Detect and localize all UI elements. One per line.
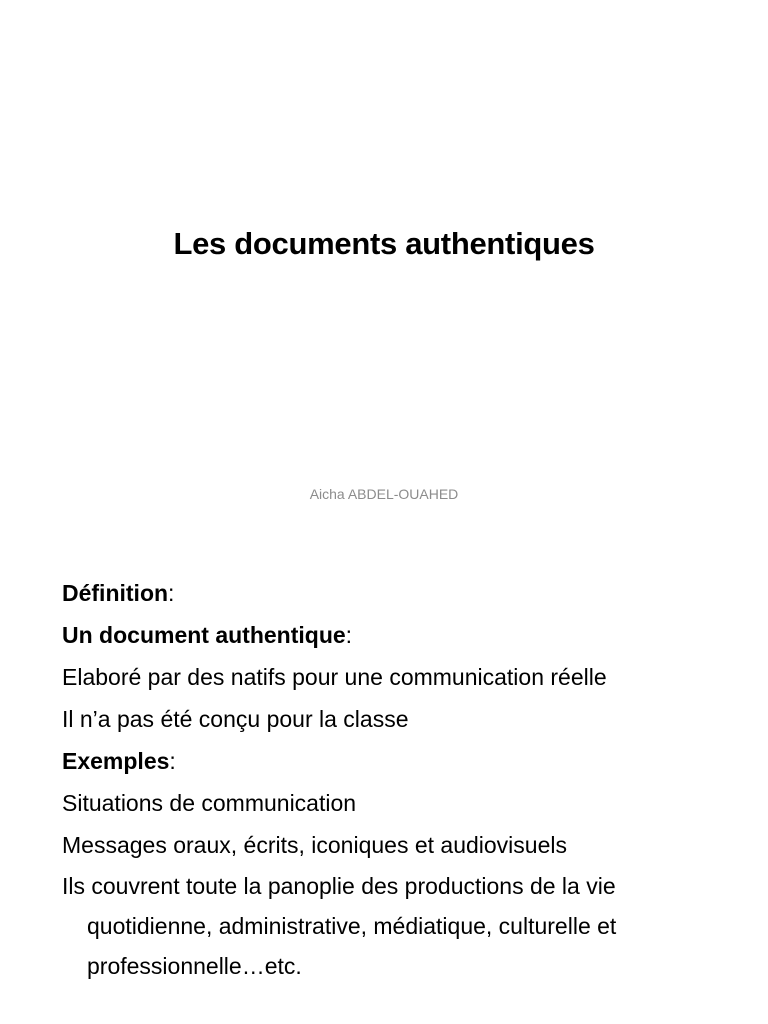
document-label: Un document authentique	[62, 622, 346, 648]
document-heading	[62, 614, 752, 656]
definition-slide	[62, 572, 752, 986]
examples-heading	[62, 740, 752, 782]
definition-colon: :	[168, 580, 175, 606]
author-name: Aicha ABDEL-OUAHED	[309, 486, 459, 502]
document-colon: :	[345, 622, 353, 648]
text-line: Messages oraux, écrits, iconiques et audiovisuels	[62, 832, 567, 858]
text-line: Situations de communication	[62, 790, 357, 816]
text-line: Il n’a pas été conçu pour la classe	[62, 706, 409, 732]
examples-colon: :	[169, 748, 176, 774]
text-line: Elaboré par des natifs pour une communication réelle	[62, 664, 607, 690]
slide-title: Les documents authentiques	[173, 226, 595, 261]
text-paragraph: Ils couvrent toute la panoplie des productions de la vie quotidienne, administrative, médiatique, culturelle et professionnelle…etc.	[62, 873, 617, 979]
definition-heading	[62, 572, 752, 614]
examples-label: Exemples	[62, 748, 170, 774]
definition-label: Définition	[62, 580, 169, 606]
